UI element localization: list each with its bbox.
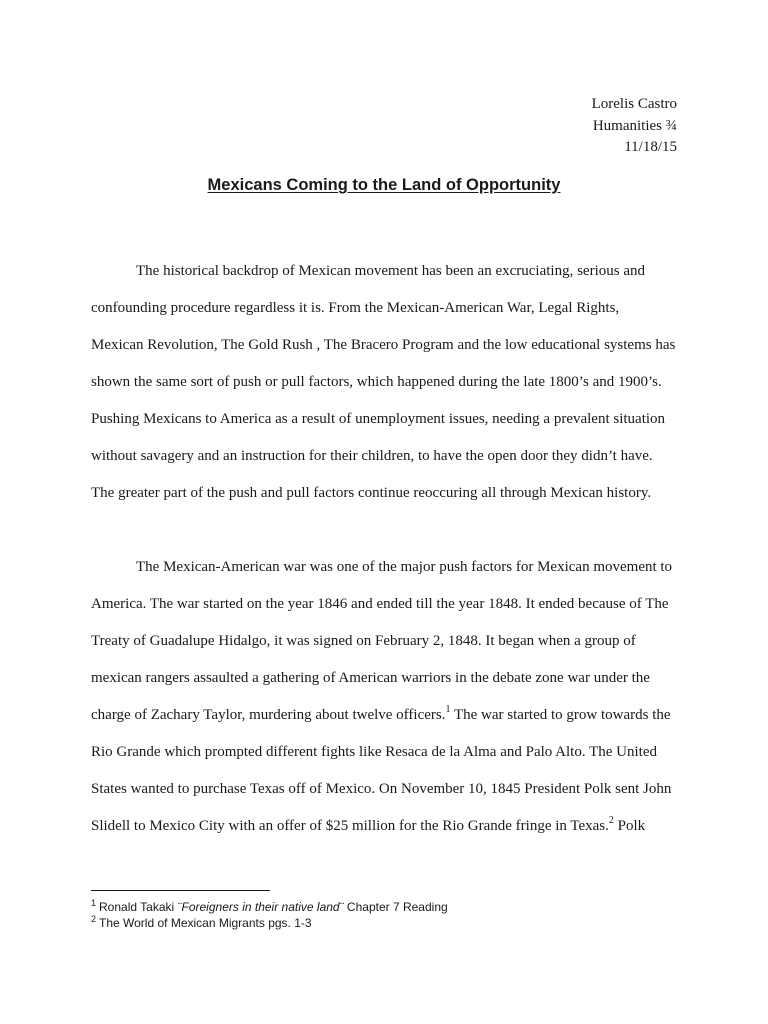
footnote-ref-1: 1 bbox=[445, 704, 451, 715]
footnote-detail: Chapter 7 Reading bbox=[343, 900, 448, 914]
paragraph-1-line: Pushing Mexicans to America as a result of unemployment issues, needing a prevalent situation bbox=[91, 411, 666, 427]
line-text: charge of Zachary Taylor, murdering about twelve officers. bbox=[91, 707, 446, 723]
paragraph-2-line: Treaty of Guadalupe Hidalgo, it was signed on February 2, 1848. It began when a group of bbox=[91, 633, 636, 649]
paragraph-2-line: The Mexican-American war was one of the major push factors for Mexican movement to bbox=[136, 559, 673, 575]
footnote-1 bbox=[91, 899, 448, 915]
footnotes bbox=[91, 899, 448, 931]
line-text: The war started to grow towards the bbox=[450, 707, 671, 723]
paragraph-2-line: States wanted to purchase Texas off of Mexico. On November 10, 1845 President Polk sent John bbox=[91, 781, 672, 797]
course-name: Humanities ¾ bbox=[592, 117, 677, 134]
footnote-text: The World of Mexican Migrants pgs. 1-3 bbox=[99, 916, 312, 930]
document-title: Mexicans Coming to the Land of Opportunity bbox=[207, 176, 561, 194]
header-block bbox=[592, 94, 677, 159]
footnote-separator bbox=[91, 890, 270, 891]
paragraph-1-line: without savagery and an instruction for their children, to have the open door they didn’t have. bbox=[91, 448, 653, 464]
footnote-source-title: ¨Foreigners in their native land¨ bbox=[177, 900, 344, 914]
paragraph-1-line: confounding procedure regardless it is. From the Mexican-American War, Legal Rights, bbox=[91, 300, 620, 316]
paragraph-1-line: Mexican Revolution, The Gold Rush , The Bracero Program and the low educational systems has bbox=[91, 337, 676, 353]
paragraph-2-line bbox=[91, 704, 671, 724]
paragraph-2-line: America. The war started on the year 1846 and ended till the year 1848. It ended because of The bbox=[91, 596, 669, 612]
line-text: Polk bbox=[613, 818, 646, 834]
paragraph-2-line: mexican rangers assaulted a gathering of American warriors in the debate zone war under the bbox=[91, 670, 650, 686]
footnote-number: 1 bbox=[91, 898, 97, 908]
footnote-ref-2: 2 bbox=[608, 815, 614, 826]
date: 11/18/15 bbox=[624, 139, 677, 155]
paragraph-1-line: The greater part of the push and pull factors continue reoccuring all through Mexican history. bbox=[91, 485, 652, 501]
footnote-number: 2 bbox=[91, 914, 97, 924]
footnote-author: Ronald Takaki bbox=[99, 900, 178, 914]
paragraph-1-line: The historical backdrop of Mexican movement has been an excruciating, serious and bbox=[136, 263, 645, 279]
paragraph-2-line: Rio Grande which prompted different fights like Resaca de la Alma and Palo Alto. The United bbox=[91, 744, 657, 760]
paragraph-2-line bbox=[91, 815, 646, 835]
footnote-2 bbox=[91, 915, 448, 931]
paragraph-1-line: shown the same sort of push or pull factors, which happened during the late 1800’s and 1900’s. bbox=[91, 374, 662, 390]
line-text: Slidell to Mexico City with an offer of $25 million for the Rio Grande fringe in Texas. bbox=[91, 818, 609, 834]
author-name: Lorelis Castro bbox=[591, 96, 677, 112]
